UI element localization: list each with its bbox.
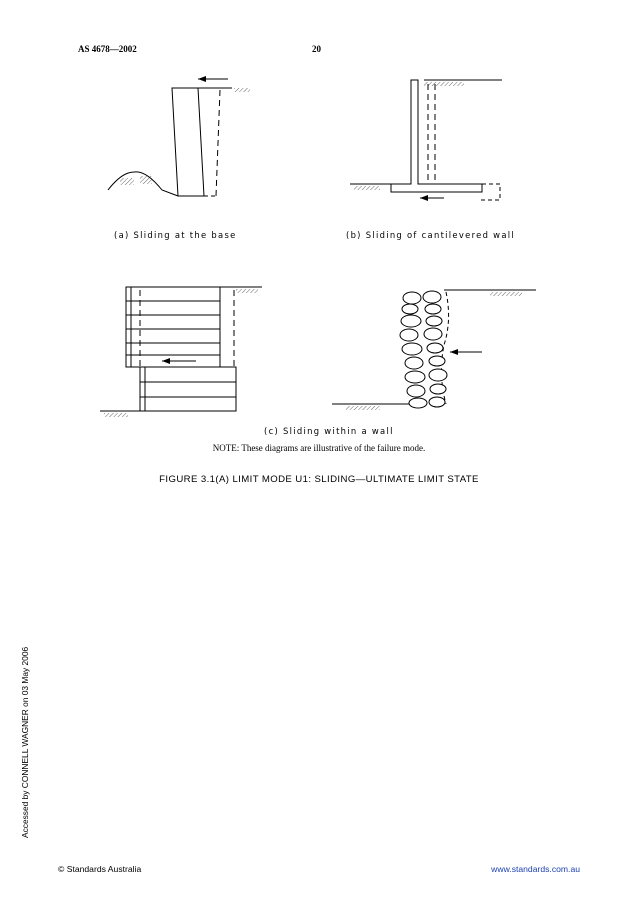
standard-number: AS 4678—2002 bbox=[78, 44, 137, 54]
ground-hatching bbox=[424, 82, 464, 86]
stone bbox=[429, 397, 445, 407]
caption-a: (a) Sliding at the base bbox=[114, 230, 237, 240]
toe-hatching bbox=[104, 413, 128, 417]
caption-b: (b) Sliding of cantilevered wall bbox=[346, 230, 516, 240]
access-watermark: Accessed by CONNELL WAGNER on 03 May 2006 bbox=[20, 646, 30, 838]
wall-block bbox=[172, 88, 204, 196]
toe-hatching-1 bbox=[120, 178, 134, 185]
stone bbox=[401, 315, 421, 327]
stone bbox=[429, 369, 447, 381]
stone bbox=[409, 398, 427, 408]
caption-c: (c) Sliding within a wall bbox=[264, 426, 394, 436]
stone bbox=[400, 329, 418, 341]
footer-copyright: © Standards Australia bbox=[58, 864, 142, 874]
toe-hatching-2 bbox=[140, 176, 152, 184]
stone bbox=[405, 357, 423, 369]
stone bbox=[423, 291, 441, 303]
stone bbox=[430, 384, 446, 394]
ground-hatching bbox=[490, 292, 522, 296]
diagram-a-sliding-base bbox=[108, 79, 250, 196]
toe-hatching bbox=[346, 406, 380, 410]
stone bbox=[429, 356, 445, 366]
stone bbox=[425, 304, 441, 314]
ground-hatching bbox=[234, 88, 250, 92]
stone bbox=[405, 371, 425, 383]
stone bbox=[424, 328, 442, 340]
displaced-base-outline bbox=[480, 184, 500, 200]
diagram-c-block-wall bbox=[100, 287, 262, 417]
stone bbox=[402, 304, 418, 314]
diagram-b-cantilevered-wall bbox=[350, 80, 502, 200]
page-number: 20 bbox=[312, 44, 321, 54]
diagram-c-stone-wall bbox=[332, 290, 536, 410]
toe-hatching bbox=[354, 186, 380, 190]
displaced-wall-outline bbox=[216, 90, 220, 196]
stone bbox=[403, 292, 421, 304]
stone bbox=[427, 343, 443, 353]
footer-url-link[interactable]: www.standards.com.au bbox=[491, 864, 580, 874]
stone bbox=[426, 316, 442, 326]
stones bbox=[400, 291, 447, 408]
stone bbox=[402, 343, 422, 355]
figure-title: FIGURE 3.1(A) LIMIT MODE U1: SLIDING—ULTIMATE LIMIT STATE bbox=[159, 474, 479, 485]
cantilever-wall-stem-and-base bbox=[391, 80, 482, 192]
ground-hatching bbox=[236, 289, 258, 293]
stone bbox=[407, 385, 425, 397]
figure-note: NOTE: These diagrams are illustrative of the failure mode. bbox=[212, 443, 426, 453]
lower-block-stack bbox=[140, 367, 236, 411]
